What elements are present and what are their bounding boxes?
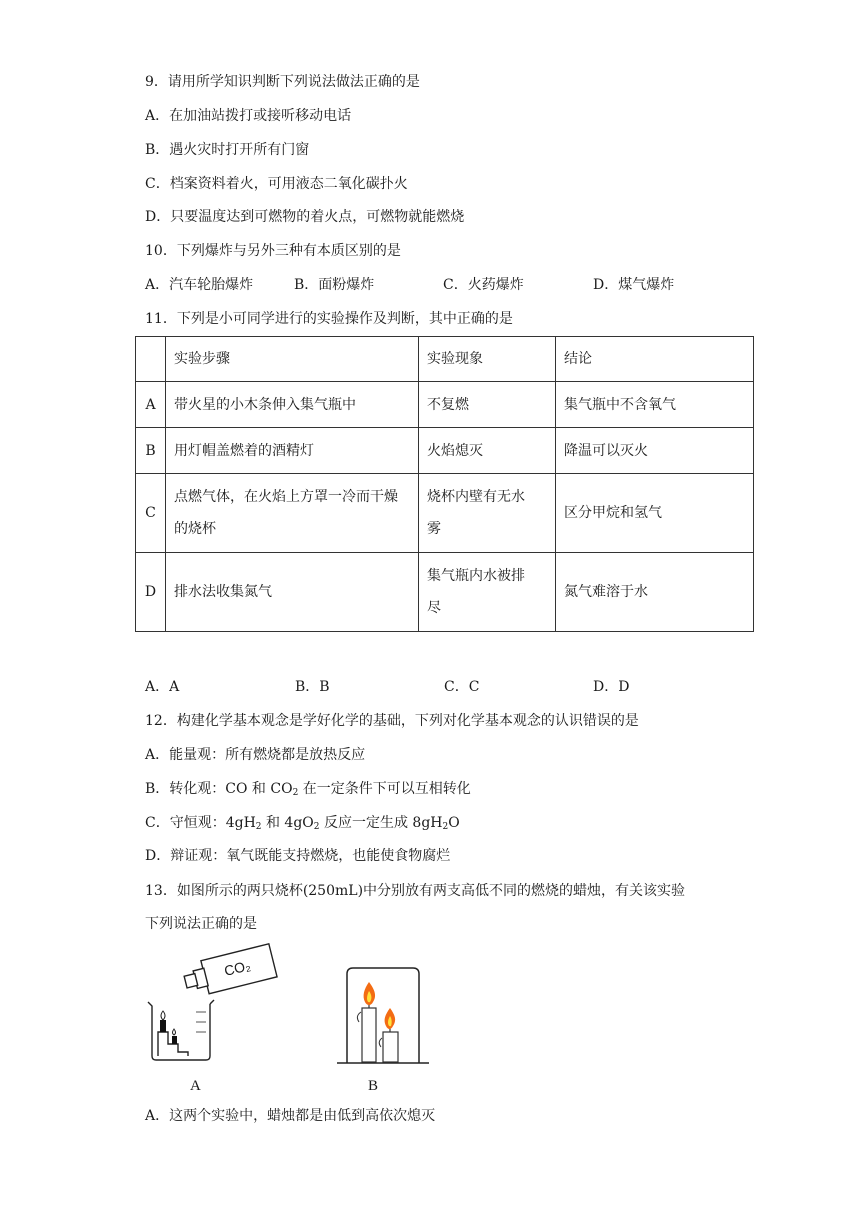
figure-a-drawing [140, 940, 290, 1065]
figure-a [140, 940, 290, 1100]
subscript: 2 [313, 822, 320, 832]
row-step: 带火星的小木条伸入集气瓶中 [166, 382, 419, 428]
q12-option-c [145, 813, 460, 833]
q11-stem: 11．下列是小可同学进行的实验操作及判断，其中正确的是 [145, 311, 513, 327]
q10-option-c: C．火药爆炸 [443, 277, 524, 293]
q12-option-b [145, 779, 471, 799]
row-key: A [136, 382, 166, 428]
row-phenomenon-line: 雾 [427, 521, 441, 537]
row-conclusion: 氮气难溶于水 [556, 553, 754, 632]
q12-option-c-text: C．守恒观：4gH [145, 815, 256, 831]
row-conclusion: 集气瓶中不含氧气 [556, 382, 754, 428]
table-row [136, 382, 754, 428]
q12-option-c-text: 反应一定生成 8gH [319, 815, 443, 831]
row-step [166, 474, 419, 553]
row-phenomenon-line: 烧杯内壁有无水 [427, 489, 525, 505]
table-header-cell: 实验现象 [419, 337, 556, 382]
figure-b-drawing [335, 960, 435, 1065]
q12-option-c-text: O [448, 815, 460, 831]
row-phenomenon: 火焰熄灭 [419, 428, 556, 474]
figure-a-bottle-label: CO₂ [222, 957, 252, 979]
figure-b [335, 960, 435, 1100]
q9-option-a: A．在加油站拨打或接听移动电话 [145, 108, 352, 124]
row-phenomenon-line: 尽 [427, 600, 441, 616]
q12-option-b-text: 在一定条件下可以互相转化 [298, 781, 471, 797]
q9-option-b: B．遇火灾时打开所有门窗 [145, 142, 310, 158]
row-phenomenon-line: 集气瓶内水被排 [427, 568, 525, 584]
row-conclusion: 区分甲烷和氢气 [556, 474, 754, 553]
row-key: D [136, 553, 166, 632]
q11-option-a: A．A [145, 679, 180, 695]
subscript: 2 [442, 822, 449, 832]
row-key: C [136, 474, 166, 553]
q12-option-d: D．辩证观：氧气既能支持燃烧，也能使食物腐烂 [145, 848, 451, 864]
table-row [136, 474, 754, 553]
figure-b-caption: B [368, 1078, 379, 1094]
subscript: 2 [292, 788, 299, 798]
row-key: B [136, 428, 166, 474]
q9-option-d: D．只要温度达到可燃物的着火点，可燃物就能燃烧 [145, 209, 465, 225]
q10-option-a: A．汽车轮胎爆炸 [145, 277, 254, 293]
q10-stem: 10．下列爆炸与另外三种有本质区别的是 [145, 243, 401, 259]
row-conclusion: 降温可以灭火 [556, 428, 754, 474]
subscript: 2 [255, 822, 262, 832]
q12-option-b-text: B．转化观：CO 和 CO [145, 781, 293, 797]
row-step-line: 的烧杯 [174, 521, 216, 537]
figure-a-caption: A [190, 1078, 201, 1094]
row-step-line: 点燃气体，在火焰上方罩一冷而干燥 [174, 489, 398, 505]
table-row [136, 428, 754, 474]
q9-stem: 9．请用所学知识判断下列说法做法正确的是 [145, 74, 420, 90]
q9-option-c: C．档案资料着火，可用液态二氧化碳扑火 [145, 176, 408, 192]
table-row [136, 553, 754, 632]
q11-option-c: C．C [444, 679, 480, 695]
q12-stem: 12．构建化学基本观念是学好化学的基础，下列对化学基本观念的认识错误的是 [145, 713, 639, 729]
experiment-table [135, 336, 754, 632]
table-header-cell [136, 337, 166, 382]
q10-option-d: D．煤气爆炸 [593, 277, 675, 293]
q11-option-b: B．B [295, 679, 330, 695]
q13-option-a: A．这两个实验中，蜡烛都是由低到高依次熄灭 [145, 1108, 436, 1124]
q12-option-a: A．能量观：所有燃烧都是放热反应 [145, 747, 366, 763]
table-header-row [136, 337, 754, 382]
row-phenomenon: 不复燃 [419, 382, 556, 428]
row-step: 排水法收集氮气 [166, 553, 419, 632]
table-header-cell: 结论 [556, 337, 754, 382]
q13-stem-line1: 13．如图所示的两只烧杯(250mL)中分别放有两支高低不同的燃烧的蜡烛，有关该实验 [145, 883, 686, 899]
row-phenomenon [419, 553, 556, 632]
table-header-cell: 实验步骤 [166, 337, 419, 382]
row-step: 用灯帽盖燃着的酒精灯 [166, 428, 419, 474]
row-phenomenon [419, 474, 556, 553]
q10-option-b: B．面粉爆炸 [294, 277, 375, 293]
q11-option-d: D．D [593, 679, 630, 695]
q12-option-c-text: 和 4gO [261, 815, 314, 831]
q13-stem-line2: 下列说法正确的是 [145, 916, 257, 932]
